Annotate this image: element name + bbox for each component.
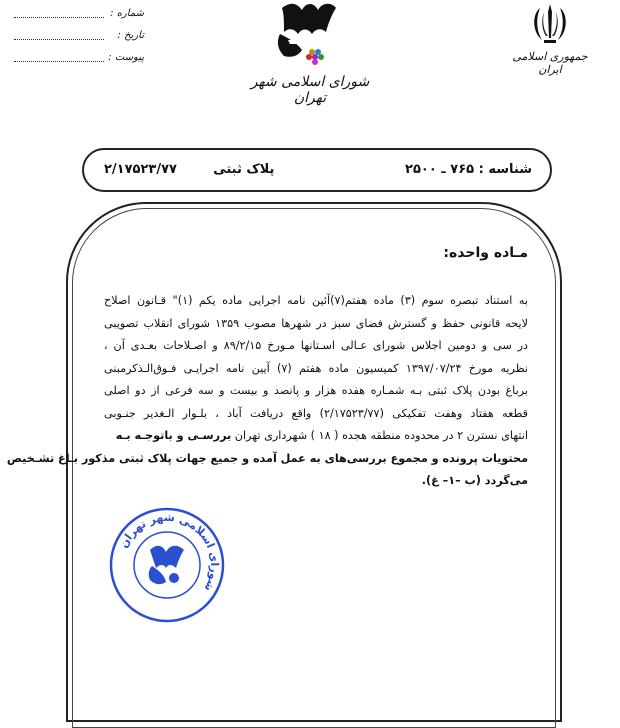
dotted-line [14,39,104,40]
body-line: برباغ بودن پلاک ثبتی بـه شمـاره هفده هزار و پانصد و بیست و سه فرعی از دو اصلی [104,384,528,397]
attachment-field [14,52,144,66]
council-logo-icon [262,0,354,72]
id-value: ۷۶۵ ـ ۲۵۰۰ [405,162,475,177]
id-label: شناسه : [478,162,532,177]
body-line-mixed [104,425,528,448]
body-line: محتویات پرونده و مجموع بررسی‌های به عمل آمده و جمیع جهات پلاک ثبتی مذکور بـاغ تشـخیص [6,451,528,465]
number-label: شماره : [110,8,144,19]
dotted-line [14,61,104,62]
body-line-regular: انتهای نسترن ۲ در محدوده منطقه هجده ( ۱۸ ) شهرداری تهران [234,429,528,442]
attachment-label: پیوست : [108,52,144,63]
body-line-bold: بررسـی و باتوجـه بـه [115,429,232,442]
article-heading: مـاده واحده: [443,245,528,261]
body-line: قطعه هفتاد وهفت تفکیکی (۲/۱۷۵۲۳/۷۷) واقع دریافت آباد ، بلـوار الـغدیر جنـوبی [104,406,528,420]
body-line: در سی و دومین اجلاس شورای عـالی اسـتانها مـورخ ۸۹/۲/۱۵ و اصـلاحات بعـدی آن ، [104,339,529,352]
plate-value: ۲/۱۷۵۲۳/۷۷ [104,162,177,177]
registration-plate [104,162,274,177]
date-field [14,30,144,44]
body-line: لایحه قانونی حفظ و گسترش فضای سبز در شهرها مصوب ۱۳۵۹ شورای انقلاب تصویبی [104,316,529,330]
iran-emblem-icon [526,2,574,46]
registration-id [405,162,532,177]
plate-label: پلاک ثبتی [213,162,275,177]
date-label: تاریخ : [117,30,144,41]
body-line: می‌گردد (ب –۱– غ). [421,474,528,487]
council-name: شورای اسلامی شهر تهران [250,74,370,106]
body-line: نظریه مورخ ۱۳۹۷/۰۷/۲۴ کمیسیون ماده هفتم (۷) آیین نامه اجرایـی فـوق‌الـذکرمبنی [104,361,528,375]
country-name: جمهوری اسلامی ایران [512,50,588,76]
dotted-line [14,17,104,18]
council-stamp-icon [108,506,226,624]
number-field [14,8,144,22]
stamp-text: شورای اسلامی شهر تهران [116,510,222,594]
body-line: به استناد تبصره سوم (۳) ماده هفتم(۷)آئین نامه اجرایی ماده یکم (۱)" قـانون اصلاح [104,294,528,307]
article-body [6,290,529,493]
